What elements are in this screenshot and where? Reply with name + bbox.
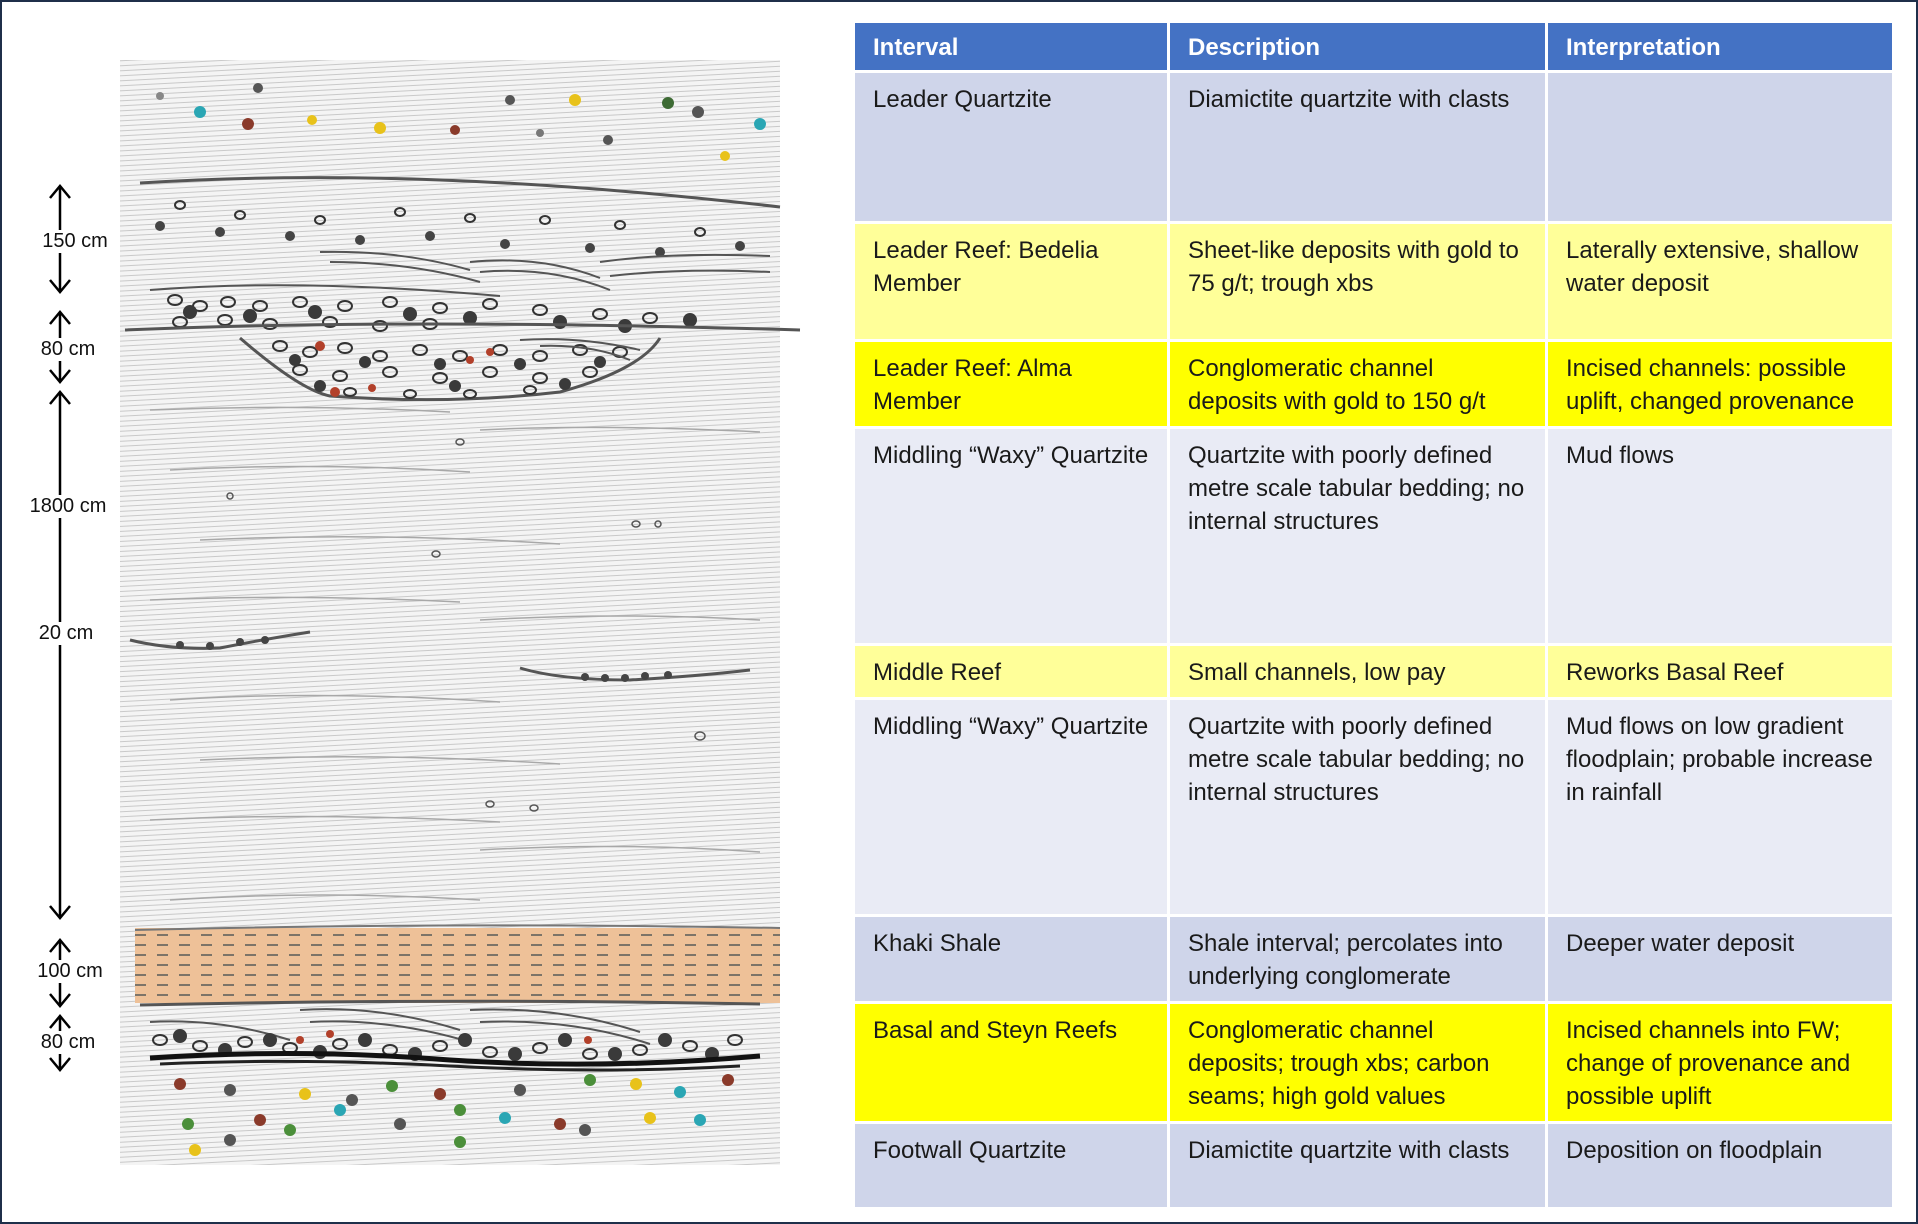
table-row	[854, 645, 1894, 699]
cell-description: Sheet-like deposits with gold to 75 g/t; trough xbs	[1169, 223, 1547, 341]
cell-interpretation: Deposition on floodplain	[1547, 1123, 1894, 1209]
cell-description: Diamictite quartzite with clasts	[1169, 72, 1547, 223]
cell-interval: Leader Reef: Alma Member	[854, 341, 1169, 428]
cell-interpretation	[1547, 72, 1894, 223]
cell-interpretation: Mud flows	[1547, 428, 1894, 645]
cell-interval: Footwall Quartzite	[854, 1123, 1169, 1209]
table-header-row	[854, 22, 1894, 72]
cell-interpretation: Incised channels into FW; change of provenance and possible uplift	[1547, 1003, 1894, 1123]
cell-interval: Middling “Waxy” Quartzite	[854, 699, 1169, 916]
stratigraphic-log-sketch	[0, 0, 820, 1224]
stratigraphy-table	[852, 20, 1895, 1210]
table-row	[854, 72, 1894, 223]
cell-interpretation: Incised channels: possible uplift, changed provenance	[1547, 341, 1894, 428]
cell-interval: Leader Quartzite	[854, 72, 1169, 223]
cell-description: Quartzite with poorly defined metre scale tabular bedding; no internal structures	[1169, 428, 1547, 645]
cell-interval: Middle Reef	[854, 645, 1169, 699]
cell-description: Conglomeratic channel deposits with gold to 150 g/t	[1169, 341, 1547, 428]
cell-description: Diamictite quartzite with clasts	[1169, 1123, 1547, 1209]
table-row	[854, 428, 1894, 645]
cell-interval: Middling “Waxy” Quartzite	[854, 428, 1169, 645]
table-row	[854, 1123, 1894, 1209]
table-row	[854, 341, 1894, 428]
scale-label-80cm-upper: 80 cm	[40, 338, 96, 360]
cell-description: Small channels, low pay	[1169, 645, 1547, 699]
header-interpretation: Interpretation	[1547, 22, 1894, 72]
table-row	[854, 916, 1894, 1003]
cell-interval: Basal and Steyn Reefs	[854, 1003, 1169, 1123]
header-interval: Interval	[854, 22, 1169, 72]
cell-description: Conglomeratic channel deposits; trough xbs; carbon seams; high gold values	[1169, 1003, 1547, 1123]
table-row	[854, 1003, 1894, 1123]
cell-interpretation: Laterally extensive, shallow water deposit	[1547, 223, 1894, 341]
scale-label-1800cm: 1800 cm	[29, 495, 107, 517]
cell-interpretation: Mud flows on low gradient floodplain; probable increase in rainfall	[1547, 699, 1894, 916]
cell-interval: Khaki Shale	[854, 916, 1169, 1003]
cell-interval: Leader Reef: Bedelia Member	[854, 223, 1169, 341]
table-row	[854, 223, 1894, 341]
scale-label-20cm: 20 cm	[38, 622, 94, 644]
table-row	[854, 699, 1894, 916]
scale-label-150cm: 150 cm	[42, 230, 108, 252]
khaki-shale-band	[135, 928, 780, 1003]
header-description: Description	[1169, 22, 1547, 72]
cell-description: Shale interval; percolates into underlying conglomerate	[1169, 916, 1547, 1003]
cell-description: Quartzite with poorly defined metre scale tabular bedding; no internal structures	[1169, 699, 1547, 916]
scale-label-100cm: 100 cm	[37, 960, 103, 982]
scale-label-80cm-lower: 80 cm	[40, 1031, 96, 1053]
cell-interpretation: Reworks Basal Reef	[1547, 645, 1894, 699]
cell-interpretation: Deeper water deposit	[1547, 916, 1894, 1003]
